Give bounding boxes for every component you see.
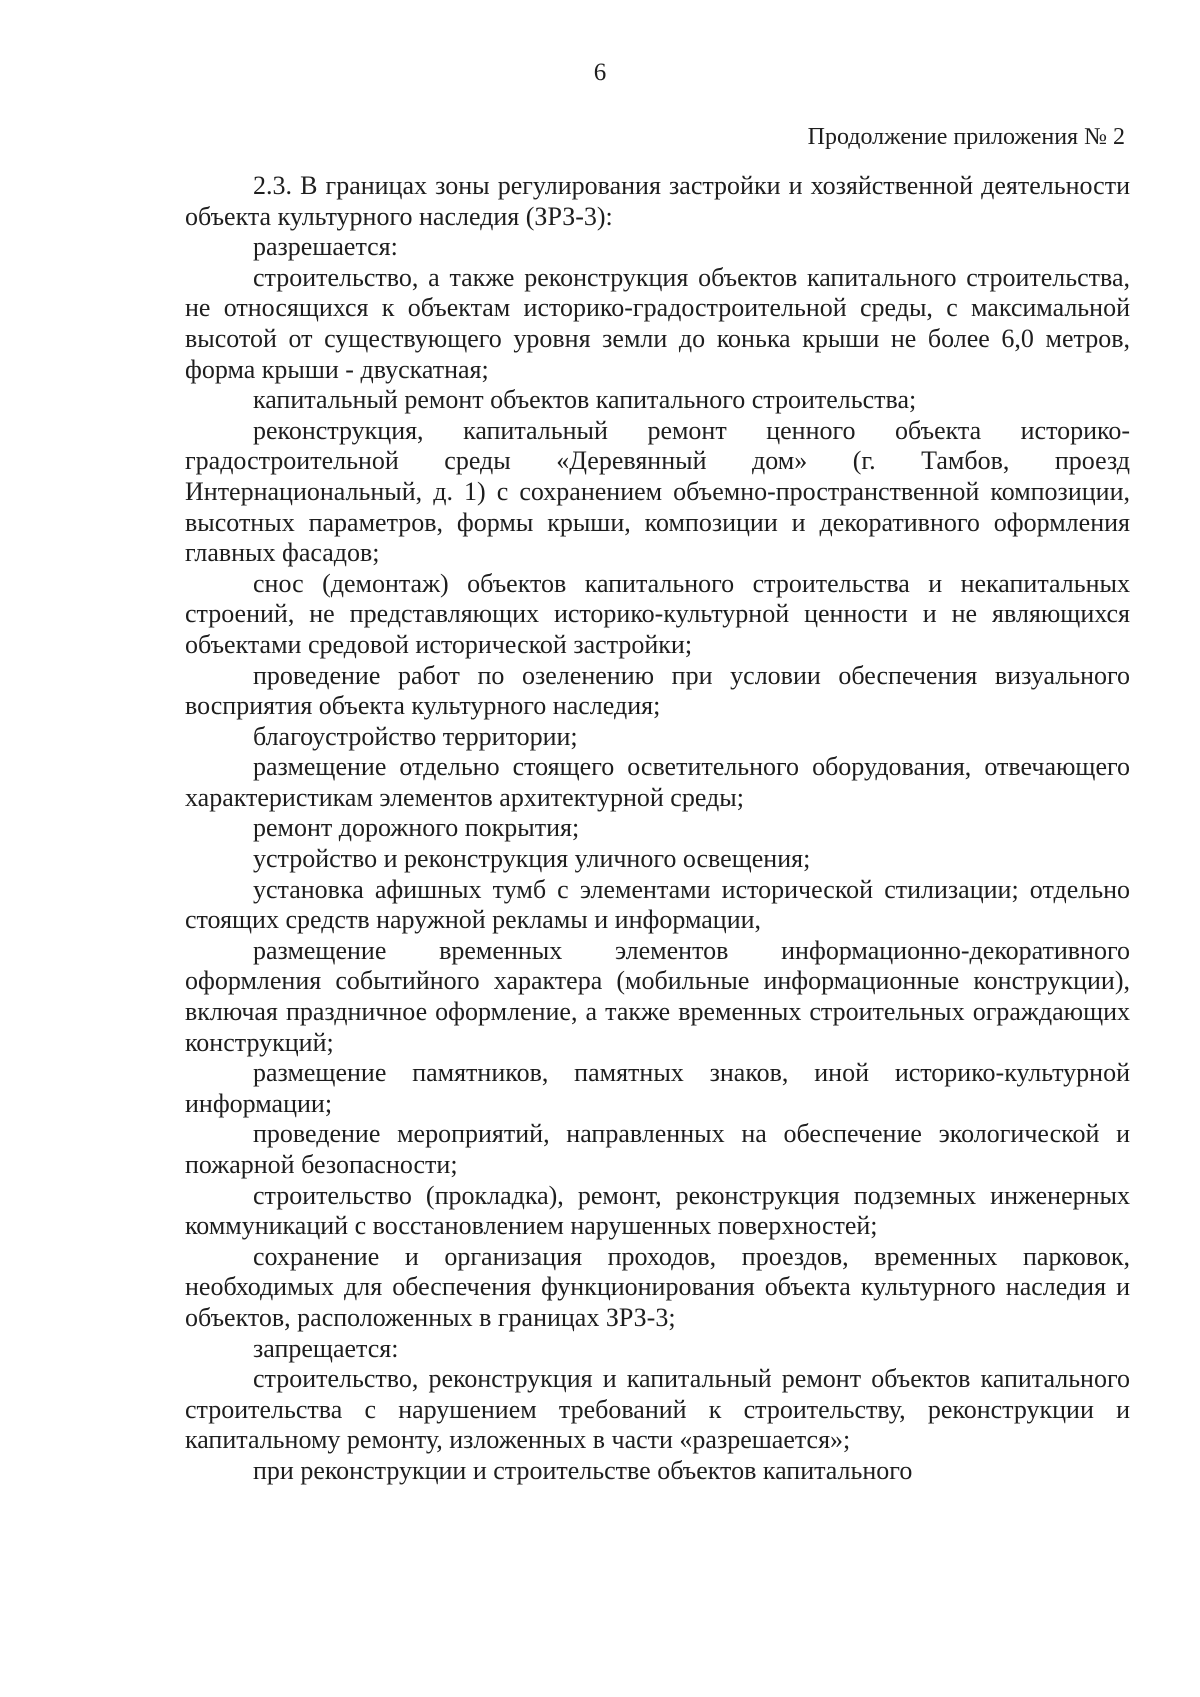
permitted-item: размещение памятников, памятных знаков, иной историко-культурной информации; bbox=[185, 1058, 1130, 1118]
prohibited-item: строительство, реконструкция и капитальный ремонт объектов капитального строительства с нарушением требований к строительству, реконструкции и капитальному ремонту, изложенных в части «разрешается»; bbox=[185, 1364, 1130, 1455]
permitted-item: капитальный ремонт объектов капитального строительства; bbox=[253, 385, 917, 415]
permitted-item: строительство (прокладка), ремонт, реконструкция подземных инженерных коммуникаций с восстановлением нарушенных поверхностей; bbox=[185, 1180, 1130, 1241]
permitted-item: благоустройство территории; bbox=[253, 721, 578, 751]
prohibited-item: при реконструкции и строительстве объектов капитального bbox=[253, 1455, 913, 1485]
permitted-item: реконструкция, капитальный ремонт ценного объекта историко-градостроительной среды «Деревянный дом» (г. Тамбов, проезд Интернациональный, д. 1) с сохранением объемно-пространственной композиции, высотных параметров, формы крыши, композиции и декоративного оформления главных фасадов; bbox=[185, 415, 1130, 568]
permitted-item: установка афишных тумб с элементами исторической стилизации; отдельно стоящих средств наружной рекламы и информации, bbox=[185, 874, 1130, 935]
permitted-item: ремонт дорожного покрытия; bbox=[253, 813, 580, 843]
permitted-item: устройство и реконструкция уличного освещения; bbox=[253, 844, 811, 874]
permitted-item: размещение отдельно стоящего осветительного оборудования, отвечающего характеристикам элементов архитектурной среды; bbox=[185, 752, 1130, 812]
permitted-item: строительство, а также реконструкция объектов капитального строительства, не относящихся к объектам историко-градостроительной среды, с максимальной высотой от существующего уровня земли до конька крыши не более 6,0 метров, форма крыши - двускатная; bbox=[185, 262, 1130, 384]
permitted-item: сохранение и организация проходов, проездов, временных парковок, необходимых для обеспечения функционирования объекта культурного наследия и объектов, расположенных в границах ЗРЗ-3; bbox=[185, 1241, 1130, 1332]
section-heading-2-3: 2.3. В границах зоны регулирования застройки и хозяйственной деятельности объекта культурного наследия (ЗРЗ-3): bbox=[185, 171, 1130, 231]
permitted-item: размещение временных элементов информационно-декоративного оформления событийного характера (мобильные информационные конструкции), включая праздничное оформление, а также временных строительных ограждающих конструкций; bbox=[185, 935, 1130, 1057]
permitted-item: проведение мероприятий, направленных на обеспечение экологической и пожарной безопасности; bbox=[185, 1119, 1130, 1179]
prohibited-label: запрещается: bbox=[253, 1333, 399, 1363]
permitted-item: снос (демонтаж) объектов капитального строительства и некапитальных строений, не представляющих историко-культурной ценности и не являющихся объектами средовой исторической застройки; bbox=[185, 568, 1130, 659]
appendix-continuation-note: Продолжение приложения № 2 bbox=[807, 124, 1125, 150]
permitted-item: проведение работ по озеленению при условии обеспечения визуального восприятия объекта культурного наследия; bbox=[185, 660, 1130, 721]
document-body bbox=[185, 171, 1130, 1487]
page-number: 6 bbox=[593, 59, 607, 86]
permitted-label: разрешается: bbox=[253, 232, 398, 262]
